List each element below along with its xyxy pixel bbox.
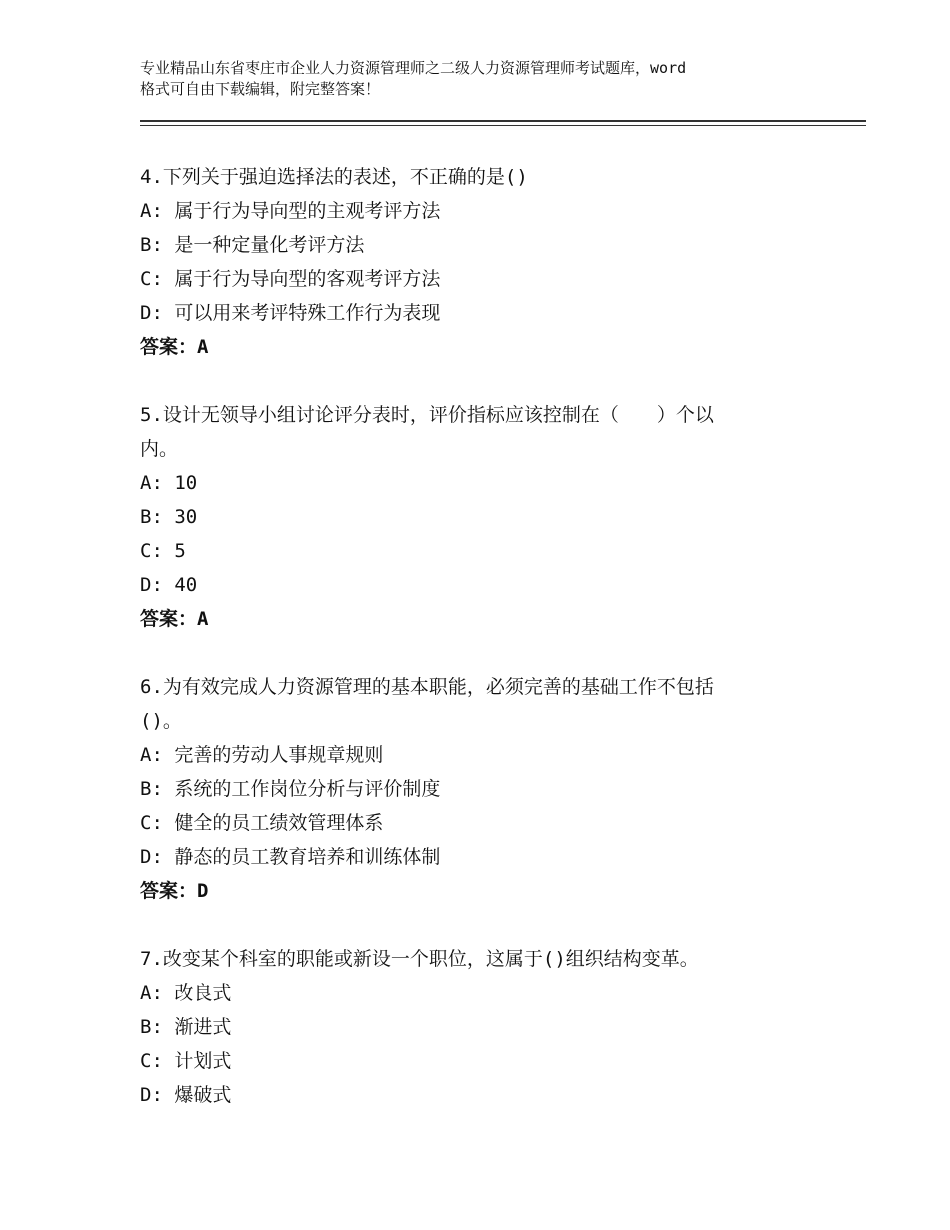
option-c: C: 健全的员工绩效管理体系: [140, 812, 384, 834]
option-a: A: 10: [140, 472, 198, 494]
option-a: A: 属于行为导向型的主观考评方法: [140, 200, 441, 222]
document-header: [140, 58, 840, 100]
option-b: B: 30: [140, 506, 198, 528]
option-c: C: 5: [140, 540, 186, 562]
header-line-1: 专业精品山东省枣庄市企业人力资源管理师之二级人力资源管理师考试题库，word: [140, 59, 687, 77]
question-stem-line-1: 5.设计无领导小组讨论评分表时，评价指标应该控制在（ ）个以: [140, 404, 714, 426]
option-a: A: 改良式: [140, 982, 232, 1004]
answer-line: [140, 874, 820, 908]
option-a: A: 完善的劳动人事规章规则: [140, 744, 384, 766]
question-list: [140, 160, 820, 1112]
option-c: C: 计划式: [140, 1050, 232, 1072]
question-7: [140, 942, 820, 1112]
option-d: D: 爆破式: [140, 1084, 232, 1106]
question-stem: 7.改变某个科室的职能或新设一个职位，这属于()组织结构变革。: [140, 948, 699, 970]
answer-label: 答案：: [140, 880, 198, 902]
option-d: D: 可以用来考评特殊工作行为表现: [140, 302, 441, 324]
answer-label: 答案：: [140, 336, 198, 358]
option-d: D: 40: [140, 574, 198, 596]
question-stem-line-2: ()。: [140, 710, 182, 732]
question-5: [140, 398, 820, 636]
header-divider-thick: [140, 120, 866, 122]
option-b: B: 是一种定量化考评方法: [140, 234, 365, 256]
answer-value: D: [197, 880, 209, 902]
question-stem: 4.下列关于强迫选择法的表述，不正确的是(): [140, 166, 528, 188]
option-d: D: 静态的员工教育培养和训练体制: [140, 846, 441, 868]
answer-value: A: [197, 336, 209, 358]
header-divider-thin: [140, 125, 866, 126]
option-b: B: 系统的工作岗位分析与评价制度: [140, 778, 441, 800]
question-stem-line-2: 内。: [140, 438, 179, 460]
option-c: C: 属于行为导向型的客观考评方法: [140, 268, 441, 290]
answer-value: A: [197, 608, 209, 630]
question-stem-line-1: 6.为有效完成人力资源管理的基本职能，必须完善的基础工作不包括: [140, 676, 714, 698]
answer-label: 答案：: [140, 608, 198, 630]
answer-line: [140, 602, 820, 636]
question-4: [140, 160, 820, 364]
answer-line: [140, 330, 820, 364]
header-line-2: 格式可自由下载编辑，附完整答案！: [140, 80, 381, 98]
question-6: [140, 670, 820, 908]
option-b: B: 渐进式: [140, 1016, 232, 1038]
